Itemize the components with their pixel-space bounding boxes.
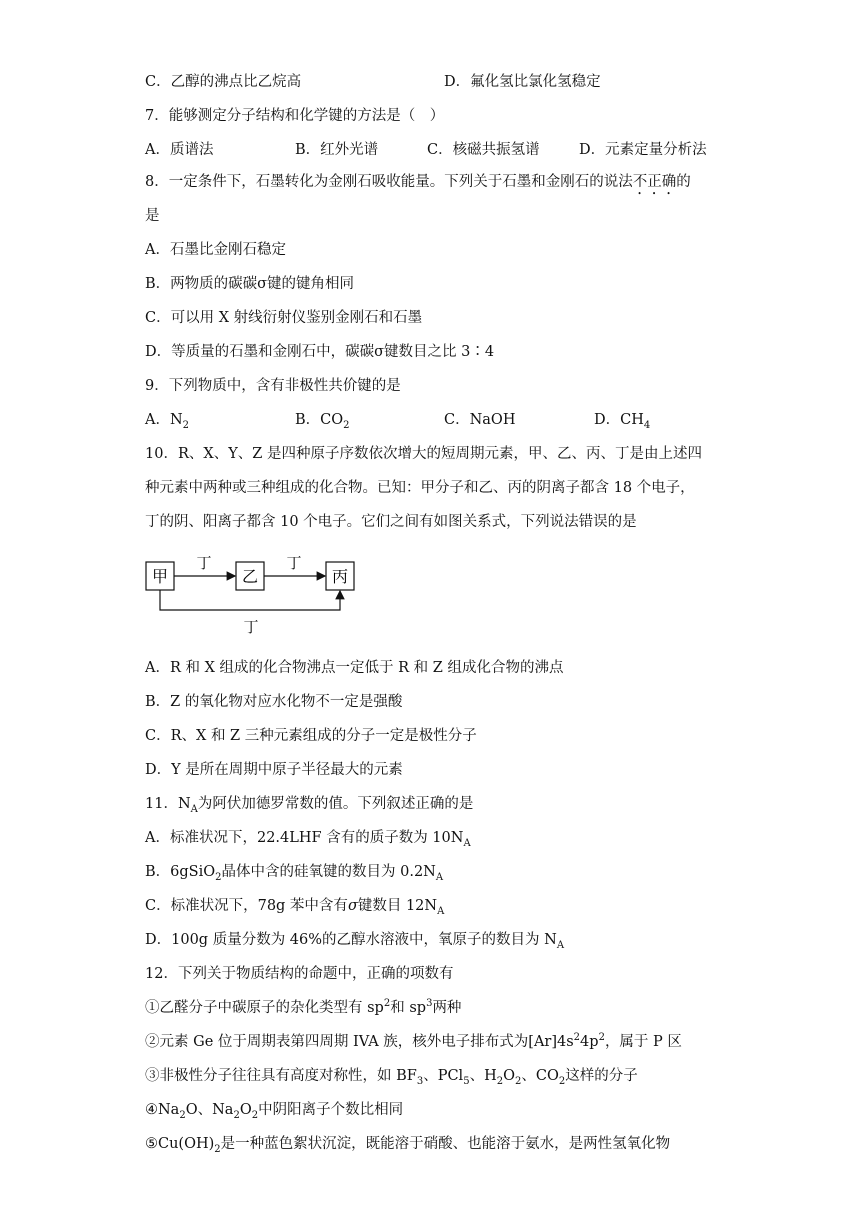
q11-stem-text: 11．N [145,796,191,812]
q12-item-2-sup1: 2 [573,1032,581,1044]
q12-stem: 12．下列关于物质结构的命题中，正确的项数有 [145,966,454,982]
q12-item-4-s2: 2 [233,1109,240,1121]
q9-option-d [594,410,650,430]
q10-stem-line1: 10．R、X、Y、Z 是四种原子序数依次增大的短周期元素，甲、乙、丙、丁是由上述四 [145,446,702,462]
q11-option-c-sigma: σ [347,898,358,914]
q11-stem [145,794,473,814]
q12-item-3-s5: 2 [558,1075,566,1087]
q7-stem: 7．能够测定分子结构和化学键的方法是（ ） [145,108,445,124]
q8-option-a: A．石墨比金刚石稳定 [145,242,286,258]
q12-item-3-post: 这样的分子 [565,1068,638,1084]
q12-item-3-s1: 3 [416,1075,424,1087]
q10-stem-line3: 丁的阴、阳离子都含 10 个电子。它们之间有如图关系式，下列说法错误的是 [145,514,637,530]
q12-item-2-post: ，属于 P 区 [604,1034,682,1050]
q11-option-b-mid: 晶体中含的硅氧键的数目为 0.2N [221,864,436,880]
q8-stem-emphasis: 不正确 [632,174,677,190]
q10-stem-line2: 种元素中两种或三种组成的化合物。已知：甲分子和乙、丙的阴离子都含 18 个电子， [145,480,695,496]
q8-stem-tail: 的 [676,174,691,190]
q11-option-b [145,862,443,882]
q11-option-a [145,828,471,848]
q11-option-a-text: A．标准状况下，22.4LHF 含有的质子数为 10N [145,830,464,846]
q11-option-b-sub2: A [435,871,444,883]
q8-option-c: C．可以用 X 射线衍射仪鉴别金刚石和石墨 [145,310,423,326]
q8-stem-text: 8．一定条件下，石墨转化为金刚石吸收能量。下列关于石墨和金刚石的说法 [145,174,633,190]
q12-item-3-s3: 2 [496,1075,504,1087]
q12-item-2 [145,1032,682,1052]
q10-option-c: C．R、X 和 Z 三种元素组成的分子一定是极性分子 [145,728,477,744]
q7-option-a: A．质谱法 [145,142,214,158]
q12-item-3-d: 、CO [521,1068,559,1084]
q11-option-d [145,930,564,950]
q11-option-c-mid: 键数目 12N [357,898,438,914]
q10-reaction-diagram [145,548,365,638]
q9-option-b-text: B．CO [295,412,344,428]
q12-item-5 [145,1134,670,1154]
q12-item-2-mid: 4p [580,1034,599,1050]
q12-item-4-s3: 2 [251,1109,259,1121]
q9-option-a-text: A．N [145,412,183,428]
q12-item-3-text: ③非极性分子往往具有高度对称性，如 BF [145,1068,417,1084]
q10-option-d: D．Y 是所在周期中原子半径最大的元素 [145,762,403,778]
q11-option-a-sub: A [463,837,471,849]
q11-option-d-text: D．100g 质量分数为 46%的乙醇水溶液中，氧原子的数目为 N [145,932,557,948]
arrow-jia-yi-label: 丁 [196,554,212,572]
q12-item-1-text: ①乙醛分子中碳原子的杂化类型有 sp [145,1000,384,1016]
q11-option-d-sub: A [556,939,565,951]
arrow-yi-bing-label: 丁 [286,554,302,572]
q12-item-1-post: 两种 [432,1000,462,1016]
q12-item-1 [145,998,461,1018]
q9-stem: 9．下列物质中，含有非极性共价键的是 [145,378,401,394]
q7-option-c: C．核磁共振氢谱 [427,142,540,158]
q12-item-3-s2: 5 [463,1075,470,1087]
q12-item-1-sup2: 3 [426,998,433,1010]
q12-item-4-text: ④Na [145,1102,180,1118]
q12-item-3 [145,1066,638,1086]
q8-stem [145,172,691,198]
q6-option-c: C．乙醇的沸点比乙烷高 [145,74,302,90]
q8-option-d: D．等质量的石墨和金刚石中，碳碳σ键数目之比 3∶4 [145,344,495,360]
q12-item-3-b: 、H [469,1068,497,1084]
q9-option-d-sub: 4 [643,419,651,431]
q12-item-3-c: O [503,1068,515,1084]
q12-item-5-text: ⑤Cu(OH) [145,1136,215,1152]
box-jia-label: 甲 [151,567,169,586]
q11-stem-sub: A [190,803,198,815]
q12-item-5-post: 是一种蓝色絮状沉淀，既能溶于硝酸、也能溶于氨水，是两性氢氧化物 [220,1136,671,1152]
q12-item-3-s4: 2 [515,1075,522,1087]
box-bing-label: 丙 [331,567,349,586]
q11-option-c-sub: A [437,905,445,917]
q9-option-d-text: D．CH [594,412,644,428]
q12-item-4-a: O、Na [185,1102,234,1118]
q12-item-3-a: 、PCl [423,1068,464,1084]
q9-option-a-sub: 2 [182,419,190,431]
q11-option-b-text: B．6gSiO [145,864,216,880]
q12-item-5-s1: 2 [214,1143,221,1155]
q8-stem-cont: 是 [145,208,160,224]
q9-option-b [295,410,350,430]
q9-option-b-sub: 2 [343,419,350,431]
q12-item-1-sup1: 2 [383,998,391,1010]
arrow-jia-bing [160,590,340,610]
arrow-jia-bing-label: 丁 [243,618,259,636]
q12-item-4 [145,1100,403,1120]
q8-option-b: B．两物质的碳碳σ键的键角相同 [145,276,355,292]
q11-option-c [145,896,444,916]
q7-option-b: B．红外光谱 [295,142,379,158]
q10-option-a: A．R 和 X 组成的化合物沸点一定低于 R 和 Z 组成化合物的沸点 [145,660,564,676]
q6-option-d: D．氟化氢比氯化氢稳定 [444,74,601,90]
q11-option-b-sub1: 2 [215,871,222,883]
box-yi-label: 乙 [241,567,259,586]
q9-option-a [145,410,189,430]
q12-item-2-text: ②元素 Ge 位于周期表第四周期 IVA 族，核外电子排布式为[Ar]4s [145,1034,574,1050]
q12-item-4-s1: 2 [179,1109,186,1121]
q12-item-2-sup2: 2 [598,1032,605,1044]
q12-item-4-b: O [239,1102,252,1118]
q11-option-c-text: C．标准状况下，78g 苯中含有 [145,898,348,914]
q12-item-4-post: 中阴阳离子个数比相同 [258,1102,404,1118]
q7-option-d: D．元素定量分析法 [579,142,707,158]
q11-stem-rest: 为阿伏加德罗常数的值。下列叙述正确的是 [197,796,474,812]
q10-option-b: B．Z 的氧化物对应水化物不一定是强酸 [145,694,403,710]
q9-option-c: C．NaOH [444,412,516,428]
q12-item-1-mid: 和 sp [390,1000,427,1016]
